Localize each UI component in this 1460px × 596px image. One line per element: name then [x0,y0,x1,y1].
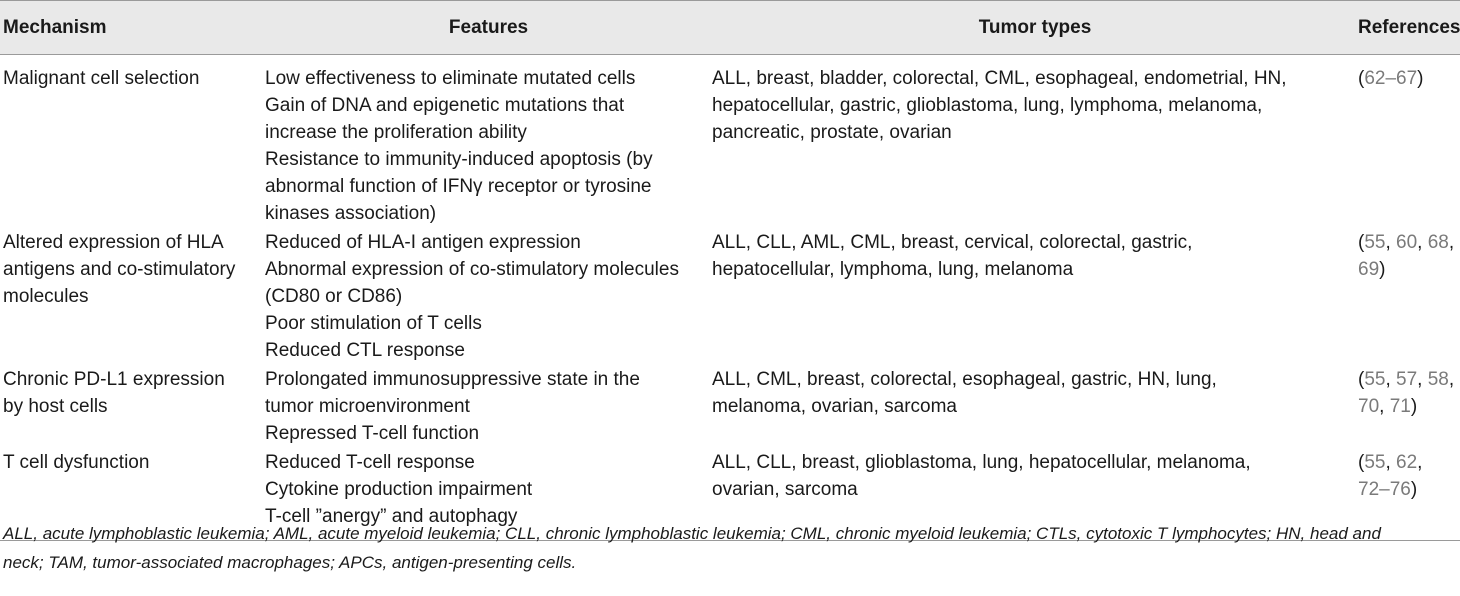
reference-punct: , [1379,396,1390,417]
reference-punct: ) [1379,259,1386,280]
cell-features [265,229,712,366]
header-features: Features [265,1,712,55]
feature-line: Reduced T-cell response [265,452,475,473]
table-body [0,55,1460,541]
feature-line: Abnormal expression of co-stimulatory molecules [265,259,679,280]
cell-tumor-types [712,366,1358,449]
tumor-types-line: pancreatic, prostate, ovarian [712,122,952,143]
cell-tumor-types [712,55,1358,230]
reference-punct: , [1385,232,1397,253]
cell-mechanism [0,55,265,230]
table-header-row [0,1,1460,55]
reference-punct: ) [1417,68,1424,89]
reference-punct: ) [1410,396,1418,417]
mechanism-line: T cell dysfunction [3,452,150,473]
reference-link[interactable]: 69 [1358,259,1380,280]
mechanism-line: Malignant cell selection [3,68,200,89]
header-references: References [1358,1,1460,55]
feature-line: Reduced CTL response [265,340,465,361]
feature-line: T-cell ”anergy” and autophagy [265,506,518,527]
cell-mechanism [0,229,265,366]
feature-line: kinases association) [265,203,437,224]
table-row [0,55,1460,230]
reference-punct: , [1417,369,1428,390]
tumor-types-line: ALL, breast, bladder, colorectal, CML, esophageal, endometrial, HN, [712,68,1287,89]
reference-punct: , [1448,232,1455,253]
references-line [1358,65,1460,92]
cell-references [1358,366,1460,449]
tumor-types-line: melanoma, ovarian, sarcoma [712,396,957,417]
header-tumor-types: Tumor types [712,1,1358,55]
mechanism-line: Altered expression of HLA [3,232,224,253]
reference-link[interactable]: 62–67 [1364,68,1418,89]
feature-line: Reduced of HLA-I antigen expression [265,232,581,253]
footnote-line: ALL, acute lymphoblastic leukemia; AML, acute myeloid leukemia; CLL, chronic lymphoblastic leukemia; CML, chronic myeloid leukemia; CTLs, cytotoxic T lymphocytes; HN, head and [3,524,1381,543]
reference-link[interactable]: 58 [1427,369,1449,390]
feature-line: tumor microenvironment [265,396,470,417]
references-line [1358,366,1460,393]
reference-punct: ( [1358,369,1365,390]
reference-punct: , [1417,232,1428,253]
reference-punct: ( [1358,452,1365,473]
references-line [1358,229,1460,256]
table-row [0,366,1460,449]
tumor-types-line: hepatocellular, lymphoma, lung, melanoma [712,259,1074,280]
cell-tumor-types [712,229,1358,366]
feature-line: increase the proliferation ability [265,122,527,143]
cell-features [265,366,712,449]
reference-punct: ( [1358,68,1365,89]
feature-line: Cytokine production impairment [265,479,533,500]
reference-link[interactable]: 55 [1364,452,1386,473]
reference-punct: , [1448,369,1455,390]
feature-line: Low effectiveness to eliminate mutated cells [265,68,636,89]
reference-link[interactable]: 71 [1389,396,1411,417]
reference-punct: ( [1358,232,1365,253]
table-footnote [3,519,1458,577]
cell-features [265,55,712,230]
feature-line: Gain of DNA and epigenetic mutations that [265,95,625,116]
tumor-types-line: ALL, CLL, breast, glioblastoma, lung, hepatocellular, melanoma, [712,452,1251,473]
feature-line: Prolongated immunosuppressive state in the [265,369,640,390]
reference-link[interactable]: 60 [1396,232,1418,253]
feature-line: Repressed T-cell function [265,423,480,444]
feature-line: abnormal function of IFNγ receptor or tyrosine [265,176,652,197]
reference-punct: , [1385,452,1397,473]
cell-references [1358,55,1460,230]
reference-punct: , [1385,369,1397,390]
tumor-types-line: ALL, CLL, AML, CML, breast, cervical, colorectal, gastric, [712,232,1193,253]
references-line [1358,476,1460,503]
mechanism-line: by host cells [3,396,108,417]
reference-link[interactable]: 70 [1358,396,1380,417]
references-line [1358,256,1460,283]
cell-mechanism [0,366,265,449]
mechanism-line: antigens and co-stimulatory [3,259,236,280]
tumor-types-line: ALL, CML, breast, colorectal, esophageal, gastric, HN, lung, [712,369,1217,390]
mechanism-line: Chronic PD-L1 expression [3,369,225,390]
header-mechanism: Mechanism [0,1,265,55]
references-line [1358,449,1460,476]
mechanism-line: molecules [3,286,89,307]
reference-link[interactable]: 68 [1427,232,1449,253]
reference-punct: ) [1410,479,1418,500]
reference-link[interactable]: 72–76 [1358,479,1411,500]
reference-link[interactable]: 62 [1396,452,1418,473]
feature-line: (CD80 or CD86) [265,286,403,307]
reference-link[interactable]: 55 [1364,369,1386,390]
reference-link[interactable]: 55 [1364,232,1386,253]
cell-references [1358,229,1460,366]
table-row [0,229,1460,366]
reference-link[interactable]: 57 [1396,369,1418,390]
reference-punct: , [1417,452,1423,473]
feature-line: Resistance to immunity-induced apoptosis (by [265,149,653,170]
tumor-types-line: ovarian, sarcoma [712,479,858,500]
references-line [1358,393,1460,420]
tumor-types-line: hepatocellular, gastric, glioblastoma, lung, lymphoma, melanoma, [712,95,1263,116]
feature-line: Poor stimulation of T cells [265,313,482,334]
footnote-line: neck; TAM, tumor-associated macrophages; APCs, antigen-presenting cells. [3,553,577,572]
